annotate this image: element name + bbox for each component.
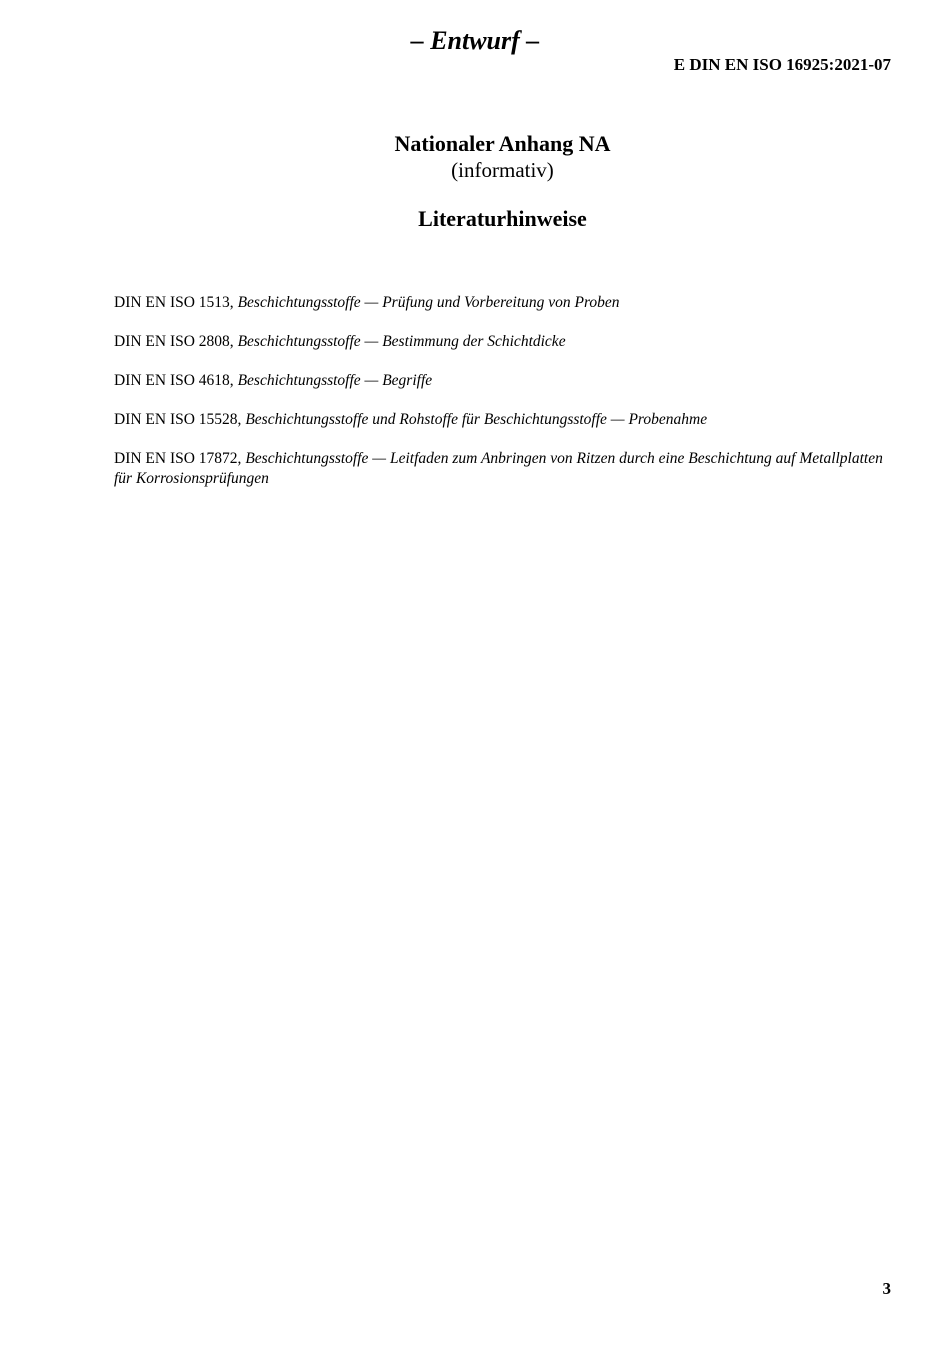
reference-item [114, 410, 894, 430]
reference-number: DIN EN ISO 4618, [114, 372, 234, 389]
reference-title: Beschichtungsstoffe — Prüfung und Vorbereitung von Proben [237, 294, 620, 311]
reference-item [114, 449, 894, 489]
annex-subtitle: (informativ) [451, 158, 554, 182]
reference-title: Beschichtungsstoffe — Bestimmung der Schichtdicke [237, 333, 566, 350]
reference-title: Beschichtungsstoffe — Begriffe [237, 372, 433, 389]
reference-number: DIN EN ISO 1513, [114, 294, 234, 311]
reference-item [114, 293, 894, 313]
document-number: E DIN EN ISO 16925:2021-07 [673, 55, 891, 74]
reference-number: DIN EN ISO 17872, [114, 450, 242, 467]
page-number: 3 [882, 1279, 891, 1298]
section-title: Literaturhinweise [418, 206, 587, 231]
annex-title: Nationaler Anhang NA [394, 131, 611, 156]
reference-list [114, 293, 894, 508]
reference-item [114, 332, 894, 352]
reference-number: DIN EN ISO 15528, [114, 411, 242, 428]
draft-mark: – Entwurf – [410, 26, 540, 55]
reference-title: Beschichtungsstoffe — Leitfaden zum Anbringen von Ritzen durch eine Beschichtung auf Metallplatten für Korrosionsprüfungen [114, 450, 883, 487]
reference-title: Beschichtungsstoffe und Rohstoffe für Beschichtungsstoffe — Probenahme [245, 411, 708, 428]
reference-item [114, 371, 894, 391]
reference-number: DIN EN ISO 2808, [114, 333, 234, 350]
